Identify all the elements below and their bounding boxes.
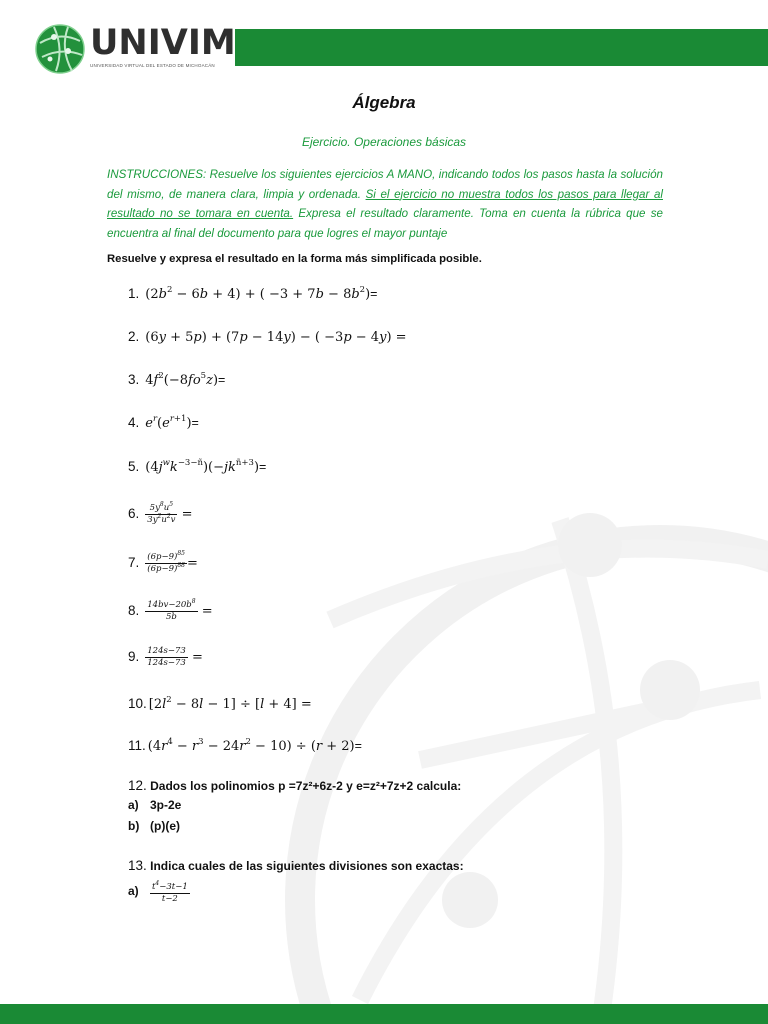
fraction: $\frac{14bv-20b^8}{5b}$	[147, 598, 196, 622]
exercise-12	[128, 778, 461, 793]
instructions-paragraph	[107, 165, 663, 243]
exercise-4: 4. $e^r(e^{r+1})=$	[128, 414, 199, 431]
exercise-13-text: Indica cuales de las siguientes divisiones son exactas:	[150, 859, 464, 873]
exercise-13a	[128, 878, 190, 905]
exercise-10: 10. $[2l^2 - 8l - 1] \div [l + 4]$ =	[128, 695, 312, 712]
item-text: 3p-2e	[150, 798, 182, 812]
page-title: Álgebra	[352, 93, 416, 112]
exercise-number: 8.	[128, 603, 140, 618]
exercise-2: 2. (6y + 5p) + (7p − 14y) − ( −3p − 4y) =	[128, 329, 407, 345]
exercise-1: 1. $(2b^2 - 6b + 4)$ + ( $-3 + 7b - 8b^2)=$	[128, 285, 378, 302]
exercise-number: 11.	[128, 738, 146, 753]
exercise-number: 12.	[128, 778, 147, 793]
page-subtitle: Ejercicio. Operaciones básicas	[301, 135, 467, 149]
exercise-number: 3.	[128, 372, 140, 387]
exercise-3: 3. $4f^2(-8fo^5z)=$	[128, 371, 226, 388]
instructions-text-2: Expresa el resultado claramente. Toma en cuenta la rúbrica que se encuentra al final del documento para que logres el mayor puntaje	[107, 207, 663, 240]
exercise-9: 9. $\frac{124s-73}{124s-73}$ =	[128, 646, 203, 668]
item-label: a)	[128, 883, 139, 898]
exercise-12-text: Dados los polinomios p =7z²+6z-2 y e=z²+7z+2 calcula:	[150, 779, 462, 793]
logo-wordmark: UNIVIM	[90, 23, 236, 63]
exercise-number: 10.	[128, 696, 147, 711]
exercise-number: 2.	[128, 329, 140, 344]
exercise-number: 7.	[128, 555, 140, 570]
item-label: a)	[128, 798, 139, 812]
item-text: (p)(e)	[150, 819, 180, 833]
fraction: $\frac{5y^8u^5}{3y^2u^2v}$	[147, 501, 176, 525]
logo-tagline: UNIVERSIDAD VIRTUAL DEL ESTADO DE MICHOACÁN	[90, 63, 215, 68]
item-label: b)	[128, 819, 140, 833]
exercise-11: 11. $(4r^4 - r^3 - 24r^2 - 10) \div (r + 2)=$	[128, 737, 362, 754]
fraction: $\frac{124s-73}{124s-73}$	[147, 646, 186, 668]
exercise-number: 4.	[128, 415, 140, 430]
instructions-text-1: INSTRUCCIONES: Resuelve los siguientes ejercicios A MANO, indicando todos los pasos hasta la solución del mismo, de manera clara, limpia y ordenada.	[107, 168, 663, 201]
instructions-underlined: Si el ejercicio no muestra todos los pasos para llegar al resultado no se tomara en cuenta.	[107, 187, 663, 220]
exercise-number: 6.	[128, 506, 140, 521]
exercise-7: 7. $\frac{(6p-9)^{85}}{(6p-9)^{88}}$ =	[128, 550, 198, 574]
exercise-12a	[128, 798, 181, 812]
lead-instruction: Resuelve y expresa el resultado en la forma más simplificada posible.	[107, 253, 482, 265]
fraction: $\frac{t^4-3t-1}{t-2}$	[152, 880, 188, 904]
exercise-6: 6. $\frac{5y^8u^5}{3y^2u^2v}$ =	[128, 501, 193, 525]
exercise-12b	[128, 819, 180, 833]
exercise-number: 5.	[128, 459, 140, 474]
exercise-number: 13.	[128, 858, 147, 873]
exercise-13	[128, 858, 464, 873]
fraction: $\frac{(6p-9)^{85}}{(6p-9)^{88}}$	[147, 550, 185, 574]
exercise-number: 1.	[128, 286, 140, 301]
exercise-number: 9.	[128, 649, 140, 664]
exercise-8: 8. $\frac{14bv-20b^8}{5b}$ =	[128, 598, 213, 622]
exercise-5: 5. $(4j^wk^{-3-ñ})(-jk^{ñ+3})=$	[128, 458, 267, 475]
